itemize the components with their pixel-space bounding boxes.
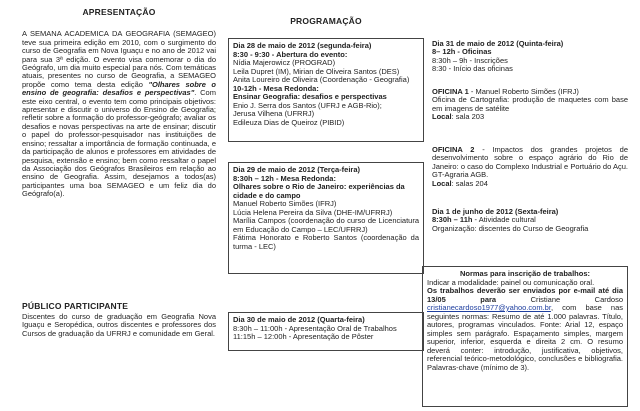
workshop1-local-label: Local (432, 112, 452, 122)
day5-date: Dia 1 de junho de 2012 (Sexta-feira) (432, 207, 559, 216)
day1-round-person: Jerusa Vilhena (UFRRJ) (233, 109, 315, 118)
audience-heading: PÚBLICO PARTICIPANTE (22, 301, 129, 311)
day4-item: 8– 12h - Oficinas (432, 47, 492, 57)
day1-round-person: Enio J. Serra dos Santos (UFRJ e AGB-Rio); (233, 100, 382, 110)
day2-round-person: Lúcia Helena Pereira da Silva (DHE-IM/UFRRJ) (233, 207, 393, 217)
rules-deadline: Os trabalhos deverão ser enviados por e-mail até dia 13/05 para (427, 286, 623, 304)
day1-round-title: Ensinar Geografia: desafios e perspectivas (233, 92, 387, 101)
day2-box (228, 162, 424, 274)
day2-round-time: 8:30h – 12h - Mesa Redonda: (233, 173, 336, 183)
day4-item: 8:30h – 9h - Inscrições (432, 55, 508, 65)
rules-email-link[interactable]: cristianecardoso1977@yahoo.com.br (427, 303, 551, 312)
workshop1-text: Oficina de Cartografia: produção de maquetes com base em imagens de satélite (432, 95, 628, 113)
day1-round-person: Edileuza Dias de Queiroz (PIBID) (233, 117, 345, 127)
day5-org: Organização: discentes do Curso de Geografia (432, 223, 589, 233)
presentation-heading: APRESENTAÇÃO (82, 7, 156, 17)
day1-date: Dia 28 de maio de 2012 (segunda-feira) (233, 41, 372, 50)
workshop1-person: - Manuel Roberto Simões (IFRJ) (468, 87, 579, 96)
workshop1-local-value: : sala 203 (451, 112, 485, 122)
rules-contact-name: Cristiane Cardoso (496, 294, 623, 304)
day2-round-person: Manuel Roberto Simões (IFRJ) (233, 199, 337, 208)
presentation-text (22, 30, 216, 198)
day3-box (228, 312, 424, 351)
day5-activity: - Atividade cultural (472, 215, 536, 225)
workshop2-text: - Impactos dos grandes projetos de desenvolvimento sobre o espaço agrário do Rio de Janeiro: o caso do Complexo Industrial e Portuário do Açu. GT-Agraria AGB. (432, 145, 629, 180)
day4-item: 8:30 - Início das oficinas (432, 64, 513, 74)
day1-opening: 8:30 - 9:30 - Abertura do evento: (233, 49, 348, 59)
day4-date: Dia 31 de maio de 2012 (Quinta-feira) (432, 39, 564, 48)
day2-date: Dia 29 de maio de 2012 (Terça-feira) (233, 165, 361, 174)
left-column (22, 0, 216, 338)
day5-time: 8:30h – 11h (432, 215, 473, 225)
workshop1-title: OFICINA 1 (432, 87, 469, 96)
day4-block (432, 40, 628, 74)
day5-block (432, 208, 628, 233)
workshop1-block (432, 88, 628, 122)
presentation-theme: "Olhares sobre o ensino de geografia: desafios e perspectivas" (22, 79, 216, 98)
workshop2-title: OFICINA 2 (432, 145, 475, 154)
day2-round-person: Fátima Honorato e Roberto Santos (coordenação da turma - LEC) (233, 233, 419, 251)
workshop2-local-label: Local (432, 178, 452, 188)
workshop2-block (432, 146, 628, 188)
rules-details: , com base nas seguintes normas: Resumo de até 1.000 palavras. Título, autores, programas vinculados. Fonte: Arial 12, espaço simples sem parágrafo. Espaçamento simples, margem superior, inferior, esquerda e direita 2 cm. O resumo deverá conter: introdução, justificativa, objetivos, referencial teórico-metodológico, conclusões e bibliografia. Palavras-chave (mínimo de 3). (427, 303, 623, 372)
day3-item: 11:15h – 12:00h - Apresentação de Pôster (233, 332, 374, 341)
day3-item: 8:30h – 11:00h - Apresentação Oral de Trabalhos (233, 323, 397, 333)
day1-round-time: 10-12h - Mesa Redonda: (233, 83, 319, 93)
presentation-intro-part1: A SEMANA ACADEMICA DA GEOGRAFIA (SEMAGEO) teve sua primeira edição em 2010, com o surgimento do curso de Geografia em Nova Iguaçu e no ano de 2012 vai para sua 3ª edição. O evento visa comemorar o dia do Geógrafo, um dia muito especial para nós. Com temáticas atuais, presentes no curso de Geografia, a SEMAGEO propõe como tema desta edição (22, 29, 216, 89)
day1-opening-person: Leila Dupret (IM), Mirian de Oliveira Santos (DES) (233, 66, 400, 76)
day1-opening-person: Anita Loureiro de Oliveira (Coordenação - Geografia) (233, 75, 410, 84)
audience-text: Discentes do curso de graduação em Geografia Nova Iguaçu e Seropédica, outros discentes e professores dos Cursos de graduação da UFRRJ e comunidade em Geral. (22, 312, 216, 338)
day1-box (228, 38, 424, 142)
program-heading: PROGRAMAÇÃO (290, 16, 362, 26)
day1-opening-person: Nídia Majerowicz (PROGRAD) (233, 58, 336, 67)
day3-date: Dia 30 de maio de 2012 (Quarta-feira) (233, 315, 365, 324)
rules-line1: Indicar a modalidade: painel ou comunicação oral. (427, 277, 595, 287)
day2-round-title: Olhares sobre o Rio de Janeiro: experiências da cidade e do campo (233, 182, 405, 200)
rules-heading: Normas para inscrição de trabalhos: (459, 269, 591, 278)
presentation-intro-part2: . Com este eixo central, o evento tem como principais objetivos: apresentar e discutir o universo do Ensino de Geografia; refletir sobre a formação do professor-geógrafo; avaliar os desafios e novas perspectivas na arte de ensinar; discutir o papel do professor-pesquisador nas instituições de ensino; ressaltar a importância de formação continuada, e da participação de alunos e professores em atividades de pesquisa, extensão e ensino; bem como ressaltar o papel da Associação dos Geógrafos Brasileiros em relação ao ensino de Geografia. Assim, desejamos a todos(as) participantes uma boa SEMAGEO e um feliz dia do Geógrafo(a). (22, 88, 216, 199)
day2-round-person: Marília Campos (coordenação do curso de Licenciatura em Educação do Campo – LEC/UFRRJ) (233, 216, 419, 234)
workshop2-local-value: : salas 204 (451, 178, 488, 188)
rules-box (422, 266, 628, 407)
